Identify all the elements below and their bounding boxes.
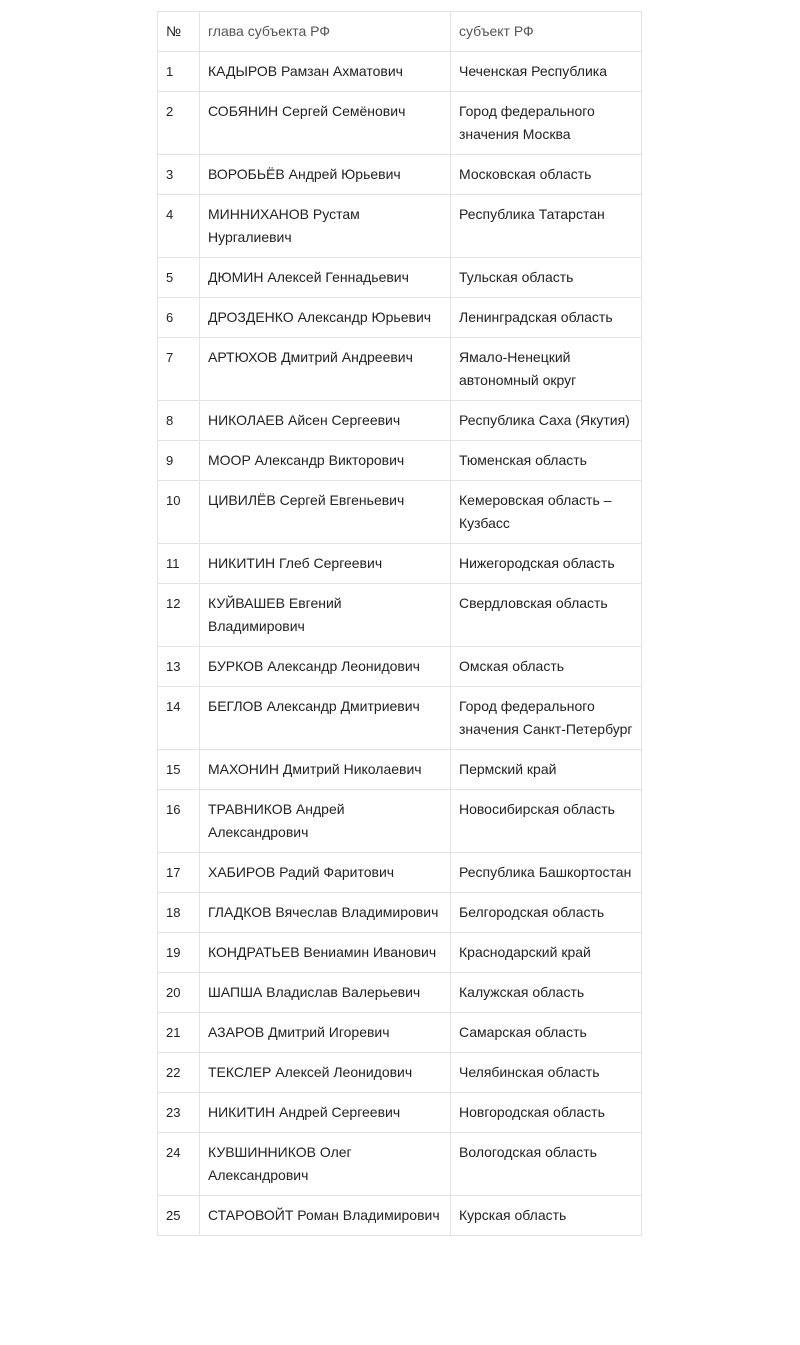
table-row — [158, 52, 642, 92]
row-subject-name: Город федерального значения Москва — [451, 92, 642, 155]
row-subject-name: Калужская область — [451, 973, 642, 1013]
table-row — [158, 750, 642, 790]
row-head-name: БУРКОВ Александр Леонидович — [200, 647, 451, 687]
row-head-name: КУЙВАШЕВ Евгений Владимирович — [200, 584, 451, 647]
table-row — [158, 195, 642, 258]
table-row — [158, 481, 642, 544]
row-subject-name: Ленинградская область — [451, 298, 642, 338]
row-subject-name: Новосибирская область — [451, 790, 642, 853]
row-subject-name: Тюменская область — [451, 441, 642, 481]
row-head-name: ШАПША Владислав Валерьевич — [200, 973, 451, 1013]
row-subject-name: Ямало-Ненецкий автономный округ — [451, 338, 642, 401]
row-head-name: МИННИХАНОВ Рустам Нургалиевич — [200, 195, 451, 258]
row-head-name: КУВШИННИКОВ Олег Александрович — [200, 1133, 451, 1196]
row-head-name: КОНДРАТЬЕВ Вениамин Иванович — [200, 933, 451, 973]
table-row — [158, 853, 642, 893]
row-head-name: НИКИТИН Глеб Сергеевич — [200, 544, 451, 584]
row-number: 5 — [158, 258, 200, 298]
row-head-name: СТАРОВОЙТ Роман Владимирович — [200, 1196, 451, 1236]
row-head-name: ГЛАДКОВ Вячеслав Владимирович — [200, 893, 451, 933]
table-row — [158, 298, 642, 338]
table-header — [158, 12, 642, 52]
row-subject-name: Самарская область — [451, 1013, 642, 1053]
row-subject-name: Вологодская область — [451, 1133, 642, 1196]
row-number: 17 — [158, 853, 200, 893]
row-subject-name: Новгородская область — [451, 1093, 642, 1133]
header-subject: субъект РФ — [451, 12, 642, 52]
row-subject-name: Курская область — [451, 1196, 642, 1236]
row-number: 22 — [158, 1053, 200, 1093]
row-number: 19 — [158, 933, 200, 973]
governors-table — [157, 11, 642, 1236]
row-number: 15 — [158, 750, 200, 790]
row-subject-name: Челябинская область — [451, 1053, 642, 1093]
row-number: 8 — [158, 401, 200, 441]
table-row — [158, 647, 642, 687]
row-head-name: ДЮМИН Алексей Геннадьевич — [200, 258, 451, 298]
row-subject-name: Свердловская область — [451, 584, 642, 647]
row-number: 7 — [158, 338, 200, 401]
row-subject-name: Кемеровская область – Кузбасс — [451, 481, 642, 544]
table-row — [158, 401, 642, 441]
row-head-name: АЗАРОВ Дмитрий Игоревич — [200, 1013, 451, 1053]
row-head-name: НИКОЛАЕВ Айсен Сергеевич — [200, 401, 451, 441]
table-row — [158, 1053, 642, 1093]
row-subject-name: Чеченская Республика — [451, 52, 642, 92]
row-number: 11 — [158, 544, 200, 584]
row-subject-name: Республика Башкортостан — [451, 853, 642, 893]
row-subject-name: Краснодарский край — [451, 933, 642, 973]
row-number: 4 — [158, 195, 200, 258]
row-head-name: АРТЮХОВ Дмитрий Андреевич — [200, 338, 451, 401]
table-row — [158, 92, 642, 155]
table-row — [158, 584, 642, 647]
table-row — [158, 933, 642, 973]
table-row — [158, 338, 642, 401]
row-number: 18 — [158, 893, 200, 933]
table-row — [158, 155, 642, 195]
row-subject-name: Республика Саха (Якутия) — [451, 401, 642, 441]
row-number: 10 — [158, 481, 200, 544]
row-subject-name: Город федерального значения Санкт-Петербург — [451, 687, 642, 750]
row-subject-name: Омская область — [451, 647, 642, 687]
row-head-name: МАХОНИН Дмитрий Николаевич — [200, 750, 451, 790]
row-number: 20 — [158, 973, 200, 1013]
row-subject-name: Белгородская область — [451, 893, 642, 933]
row-number: 23 — [158, 1093, 200, 1133]
row-head-name: ТЕКСЛЕР Алексей Леонидович — [200, 1053, 451, 1093]
table-row — [158, 258, 642, 298]
row-head-name: СОБЯНИН Сергей Семёнович — [200, 92, 451, 155]
row-subject-name: Нижегородская область — [451, 544, 642, 584]
header-row — [158, 12, 642, 52]
row-head-name: ТРАВНИКОВ Андрей Александрович — [200, 790, 451, 853]
row-head-name: БЕГЛОВ Александр Дмитриевич — [200, 687, 451, 750]
table-row — [158, 893, 642, 933]
table-row — [158, 973, 642, 1013]
row-head-name: ДРОЗДЕНКО Александр Юрьевич — [200, 298, 451, 338]
row-head-name: ВОРОБЬЁВ Андрей Юрьевич — [200, 155, 451, 195]
row-number: 1 — [158, 52, 200, 92]
row-subject-name: Республика Татарстан — [451, 195, 642, 258]
table-row — [158, 687, 642, 750]
row-subject-name: Московская область — [451, 155, 642, 195]
row-head-name: КАДЫРОВ Рамзан Ахматович — [200, 52, 451, 92]
row-number: 25 — [158, 1196, 200, 1236]
table-row — [158, 441, 642, 481]
row-number: 12 — [158, 584, 200, 647]
table-row — [158, 1093, 642, 1133]
table-row — [158, 1013, 642, 1053]
row-head-name: ЦИВИЛЁВ Сергей Евгеньевич — [200, 481, 451, 544]
row-number: 9 — [158, 441, 200, 481]
row-head-name: НИКИТИН Андрей Сергеевич — [200, 1093, 451, 1133]
table-body — [158, 52, 642, 1236]
row-number: 14 — [158, 687, 200, 750]
table-row — [158, 1196, 642, 1236]
table-row — [158, 544, 642, 584]
row-number: 2 — [158, 92, 200, 155]
row-number: 6 — [158, 298, 200, 338]
row-head-name: МООР Александр Викторович — [200, 441, 451, 481]
row-number: 13 — [158, 647, 200, 687]
row-subject-name: Пермский край — [451, 750, 642, 790]
governors-table-container — [157, 11, 641, 1236]
header-head-of-subject: глава субъекта РФ — [200, 12, 451, 52]
header-number: № — [158, 12, 200, 52]
table-row — [158, 1133, 642, 1196]
row-subject-name: Тульская область — [451, 258, 642, 298]
row-number: 3 — [158, 155, 200, 195]
row-number: 21 — [158, 1013, 200, 1053]
row-number: 24 — [158, 1133, 200, 1196]
row-number: 16 — [158, 790, 200, 853]
row-head-name: ХАБИРОВ Радий Фаритович — [200, 853, 451, 893]
table-row — [158, 790, 642, 853]
